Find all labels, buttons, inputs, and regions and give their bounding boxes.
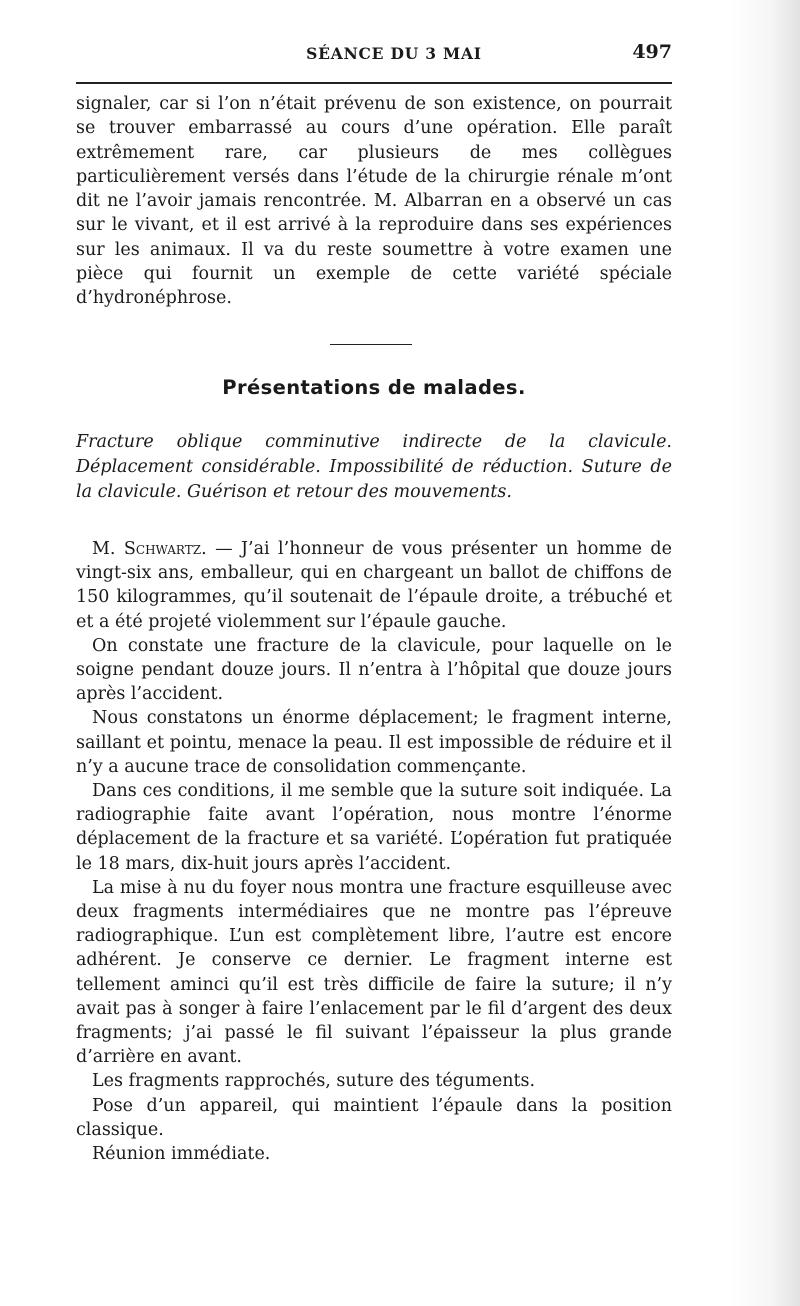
case-paragraph: Les fragments rapprochés, suture des téguments. xyxy=(92,1071,536,1092)
case-paragraph: On constate une fracture de la clavicule, pour laquelle on le soigne pendant douze jours. Il n’entra à l’hôpital que douze jours après l’accident. xyxy=(76,635,672,705)
case-paragraph: Réunion immédiate. xyxy=(92,1144,271,1165)
section-divider xyxy=(330,344,412,345)
case-paragraph: Dans ces conditions, il me semble que la suture soit indiquée. La radiographie faite avant l’opération, nous montre l’énorme déplacement de la fracture et sa variété. L’opération fut pratiquée le 18 mars, dix-huit jours après l’accident. xyxy=(76,781,672,874)
intro-paragraph: signaler, car si l’on n’était prévenu de son existence, on pourrait se trouver embarrassé au cours d’une opération. Elle paraît extrêmement rare, car plusieurs de mes collègues particulièrement versés dans l’étude de la chirurgie rénale m’ont dit ne l’avoir jamais rencontrée. M. Albarran en a observé un cas sur le vivant, et il est arrivé à la reproduire dans ses expériences sur les animaux. Il va du reste soumettre à votre examen une pièce qui fournit un exemple de cette variété spéciale d’hydronéphrose. xyxy=(76,94,672,309)
case-body xyxy=(76,537,672,1166)
section-heading: Présentations de malades. xyxy=(222,376,526,399)
page-edge-shadow xyxy=(730,0,800,1306)
header-rule xyxy=(76,82,672,84)
case-paragraph xyxy=(76,537,672,634)
case-paragraph: Nous constatons un énorme déplacement; le fragment interne, saillant et pointu, menace la peau. Il est impossible de réduire et il n’y a aucune trace de consolidation commençante. xyxy=(76,708,672,777)
case-paragraph: Pose d’un appareil, qui maintient l’épaule dans la position classique. xyxy=(76,1095,672,1140)
running-title: SÉANCE DU 3 MAI xyxy=(306,44,482,63)
case-title: Fracture oblique comminutive indirecte de la clavicule. Déplacement considérable. Impossibilité de réduction. Suture de la clavicule. Guérison et retour des mouvements. xyxy=(76,432,672,502)
case-paragraph: La mise à nu du foyer nous montra une fracture esquilleuse avec deux fragments intermédiaires que ne montre pas l’épreuve radiographique. L’un est complètement libre, l’autre est encore adhérent. Je conserve ce dernier. Le fragment interne est tellement aminci qu’il est très difficile de faire la suture; il n’y avait pas à songer à faire l’enlacement par le fil d’argent des deux fragments; j’ai passé le fil suivant l’épaisseur la plus grande d’arrière en avant. xyxy=(76,877,672,1068)
running-header xyxy=(76,41,672,70)
speaker-name: M. Schwartz. xyxy=(92,539,207,559)
case-paragraph-text: — J’ai l’honneur de vous présenter un homme de vingt-six ans, emballeur, qui en chargeant un ballot de chiffons de 150 kilogrammes, qu’il soutenait de l’épaule droite, a trébuché et et a été projeté violemment sur l’épaule gauche. xyxy=(76,539,672,632)
page-number: 497 xyxy=(632,41,672,63)
intro-paragraph-block xyxy=(76,92,672,311)
